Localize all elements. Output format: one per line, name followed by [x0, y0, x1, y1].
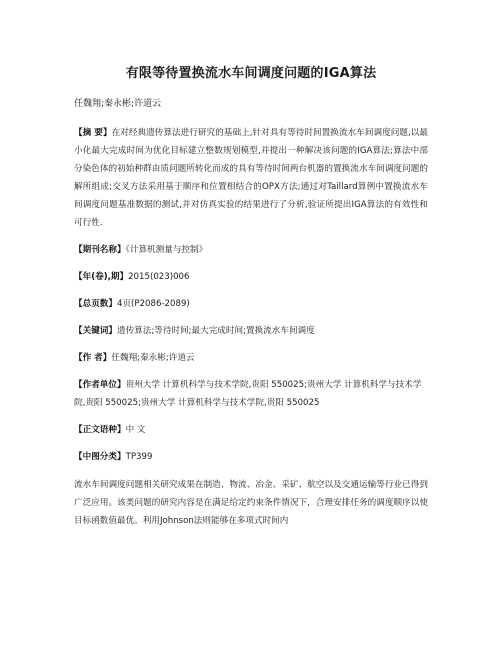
field-affiliation — [74, 376, 428, 412]
field-label: 【年(卷),期】 — [74, 272, 129, 282]
field-value: 遗传算法;等待时间;最大完成时间;置换流水车间调度 — [116, 326, 315, 336]
field-value: 任魏翔;秦永彬;许道云 — [111, 353, 195, 363]
field-label: 【作 者】 — [74, 353, 112, 363]
abstract-label: 【摘 要】 — [74, 128, 112, 138]
body-paragraph: 流水车间调度问题相关研究成果在制造、物流、冶金、采矿、航空以及交通运输等行业已得到广泛应用。该类问题的研究内容是在满足给定约束条件情况下，合理安排任务的调度顺序以使目标函数值最优。利用Johnson法则能够在多项式时间内 — [74, 480, 428, 526]
field-value: 2015(023)006 — [128, 272, 190, 282]
paper-authors: 任魏翔;秦永彬;许道云 — [74, 99, 162, 109]
field-label: 【作者单位】 — [74, 380, 126, 390]
field-authors — [74, 349, 428, 367]
field-label: 【正文语种】 — [74, 425, 126, 435]
field-year-volume-issue — [74, 268, 428, 286]
abstract-text: 在对经典遗传算法进行研究的基础上,针对具有等待时间置换流水车间调度问题,以最小化最大完成时间为优化目标建立整数规划模型,并提出一种解决该问题的IGA算法;算法中部分染色体的初始种群由质问题所转化而成的具有等待时间两台机器的置换流水车间调度问题的解所组成;交叉方法采用基于顺序和位置相结合的OPX方法;通过对Taillard算例中置换流水车间调度问题基准数据的测试,并对仿真实验的结果进行了分析,验证所提出IGA算法的有效性和可行性. — [74, 128, 429, 228]
field-value: 《计算机测量与控制》 — [125, 245, 208, 255]
field-value: 贵州大学 计算机科学与技术学院,贵阳 550025;贵州大学 计算机科学与技术学院,贵阳 550025;贵州大学 计算机科学与技术学院,贵阳 550025 — [74, 380, 422, 408]
field-keywords — [74, 322, 428, 340]
abstract — [74, 124, 428, 232]
field-value: 中 文 — [125, 425, 146, 435]
field-pages — [74, 295, 428, 313]
field-language — [74, 421, 428, 439]
field-label: 【期刊名称】 — [74, 245, 126, 255]
field-label: 【总页数】 — [74, 299, 117, 309]
field-classification — [74, 448, 428, 466]
field-value: 4页(P2086-2089) — [116, 299, 190, 309]
field-value: TP399 — [125, 452, 153, 462]
field-journal — [74, 241, 428, 259]
field-label: 【中图分类】 — [74, 452, 126, 462]
paper-title: 有限等待置换流水车间调度问题的IGA算法 — [125, 66, 377, 81]
field-label: 【关键词】 — [74, 326, 117, 336]
